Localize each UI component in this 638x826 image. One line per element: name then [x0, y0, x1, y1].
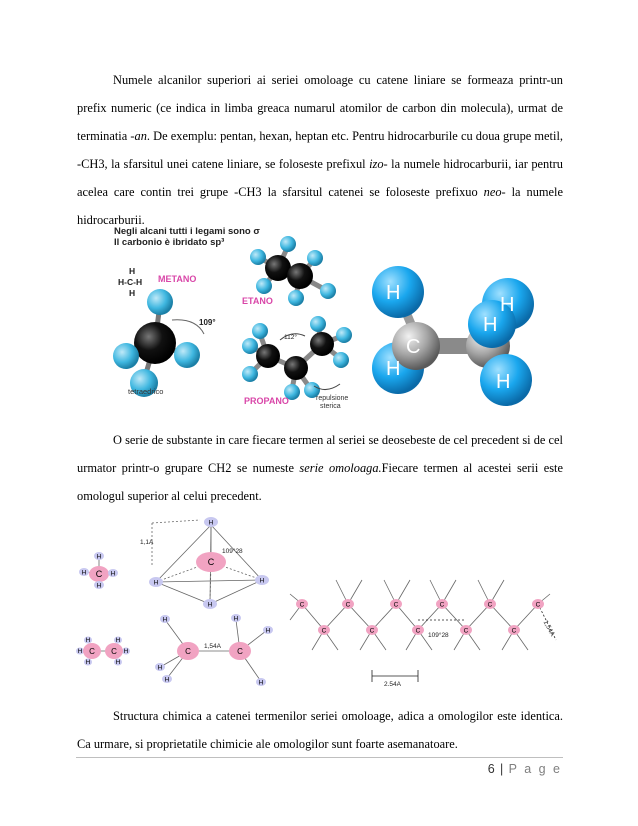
chain-2-54A-label: 2.54A [384, 681, 401, 688]
paragraph-alcani-superiori: Numele alcanilor superiori ai seriei omoloage cu catene liniare se formeaza printr-un prefix numeric (ce indica in limba greaca numarul atomilor de carbon din molecula), urmat de terminatia -an. De exemplu: pentan, hexan, heptan etc. Pentru hidrocarburile cu doua grupe metil, -CH3, la sfarsitul unei catene liniare, se foloseste prefixul izo- la numele hidrocarburii, iar pentru acelea care contin trei grupe -CH3 la sfarsitul catenei se foloseste prefixuo neo- la numele hidrocarburii. [77, 73, 563, 227]
propano-label: PROPANO [244, 396, 289, 406]
page-footer [488, 762, 562, 776]
alkane-molecules-figure [100, 218, 576, 414]
svg-text:C: C [111, 647, 117, 656]
footer-separator: | [500, 762, 504, 776]
svg-text:C: C [511, 627, 517, 635]
svg-text:C: C [185, 647, 191, 656]
svg-text:C: C [463, 627, 469, 635]
svg-text:C: C [369, 627, 375, 635]
methane-model [113, 289, 216, 397]
bond-length-1-54A: 1,54A [204, 643, 221, 650]
svg-text:H: H [129, 266, 136, 276]
svg-text:H: H [123, 648, 129, 655]
svg-text:H: H [81, 569, 87, 577]
svg-text:H: H [233, 615, 239, 623]
suffix-an: -an [130, 129, 147, 143]
footer-divider [76, 757, 563, 758]
chain-1-54A-label: 1,54A [541, 619, 556, 638]
svg-text:H: H [265, 627, 271, 635]
svg-text:H: H [85, 659, 91, 666]
sterica-label: sterica [320, 403, 341, 410]
svg-text:H: H [258, 679, 264, 687]
svg-text:H: H [386, 358, 401, 380]
svg-text:H: H [110, 570, 116, 578]
svg-text:C: C [406, 336, 421, 358]
svg-text:C: C [415, 627, 421, 635]
svg-text:C: C [299, 601, 305, 609]
svg-text:H: H [386, 282, 401, 304]
figure-heading-line1: Negli alcani tutti i legami sono σ [114, 226, 260, 237]
svg-text:H: H [115, 637, 121, 644]
carbon-chain-diagram [76, 510, 576, 694]
propane-model [242, 316, 352, 400]
tetraedrico-label: tetraedrico [128, 387, 164, 396]
svg-text:C: C [345, 601, 351, 609]
prefix-izo: izo- [369, 157, 388, 171]
ethane-large-model [372, 266, 534, 406]
angle-109-label: 109° [199, 318, 216, 327]
svg-text:H: H [162, 616, 168, 624]
svg-text:H: H [483, 314, 498, 336]
svg-text:H: H [129, 288, 136, 298]
page-label: P a g e [508, 762, 562, 776]
svg-text:H: H [96, 582, 102, 590]
svg-text:C: C [321, 627, 327, 635]
prefix-neo: neo- [483, 185, 506, 199]
angle-10928-label: 109°28 [222, 548, 243, 555]
repulsione-label: repulsione [316, 395, 349, 402]
svg-text:H-C-H: H-C-H [118, 277, 143, 287]
page-number: 6 [487, 762, 496, 776]
svg-text:C: C [207, 557, 215, 567]
svg-text:H: H [259, 577, 265, 585]
angle-112-label: 112° [284, 334, 297, 341]
svg-text:H: H [115, 659, 121, 666]
svg-text:H: H [164, 676, 170, 684]
svg-text:C: C [393, 601, 399, 609]
paragraph-structura-chimica: Structura chimica a catenei termenilor seriei omoloage, adica a omologilor este identica. Ca urmare, si proprietatile chimicie ale omologilor sunt foarte asemanatoare. [77, 709, 563, 751]
svg-text:C: C [439, 601, 445, 609]
svg-text:C: C [535, 601, 541, 609]
svg-text:H: H [77, 648, 83, 655]
svg-text:H: H [85, 637, 91, 644]
svg-text:H: H [153, 579, 159, 587]
svg-text:H: H [500, 294, 515, 316]
metano-label: METANO [158, 274, 197, 284]
figure-heading-line2: Il carbonio è ibridato sp³ [114, 237, 225, 248]
term-serie-omoloaga: serie omoloaga. [299, 461, 382, 475]
svg-text:C: C [237, 647, 243, 656]
svg-text:H: H [208, 519, 214, 527]
svg-text:C: C [89, 647, 95, 656]
svg-text:C: C [487, 601, 493, 609]
paragraph-serie-omoloaga: O serie de substante in care fiecare termen al seriei se deosebeste de cel precedent si de cel urmator printr-o grupare CH2 se numeste serie omoloaga.Fiecare termen al acestei serii este omologul superior al celui precedent. [77, 433, 563, 503]
svg-text:H: H [207, 601, 213, 609]
svg-text:H: H [496, 371, 511, 393]
svg-text:C: C [95, 569, 103, 579]
etano-label: ETANO [242, 296, 273, 306]
methane-formula [118, 266, 142, 298]
bond-length-1-1A: 1,1A [140, 539, 154, 546]
chain-angle-label: 109°28 [428, 632, 449, 639]
svg-text:H: H [96, 553, 102, 561]
svg-text:H: H [157, 664, 163, 672]
